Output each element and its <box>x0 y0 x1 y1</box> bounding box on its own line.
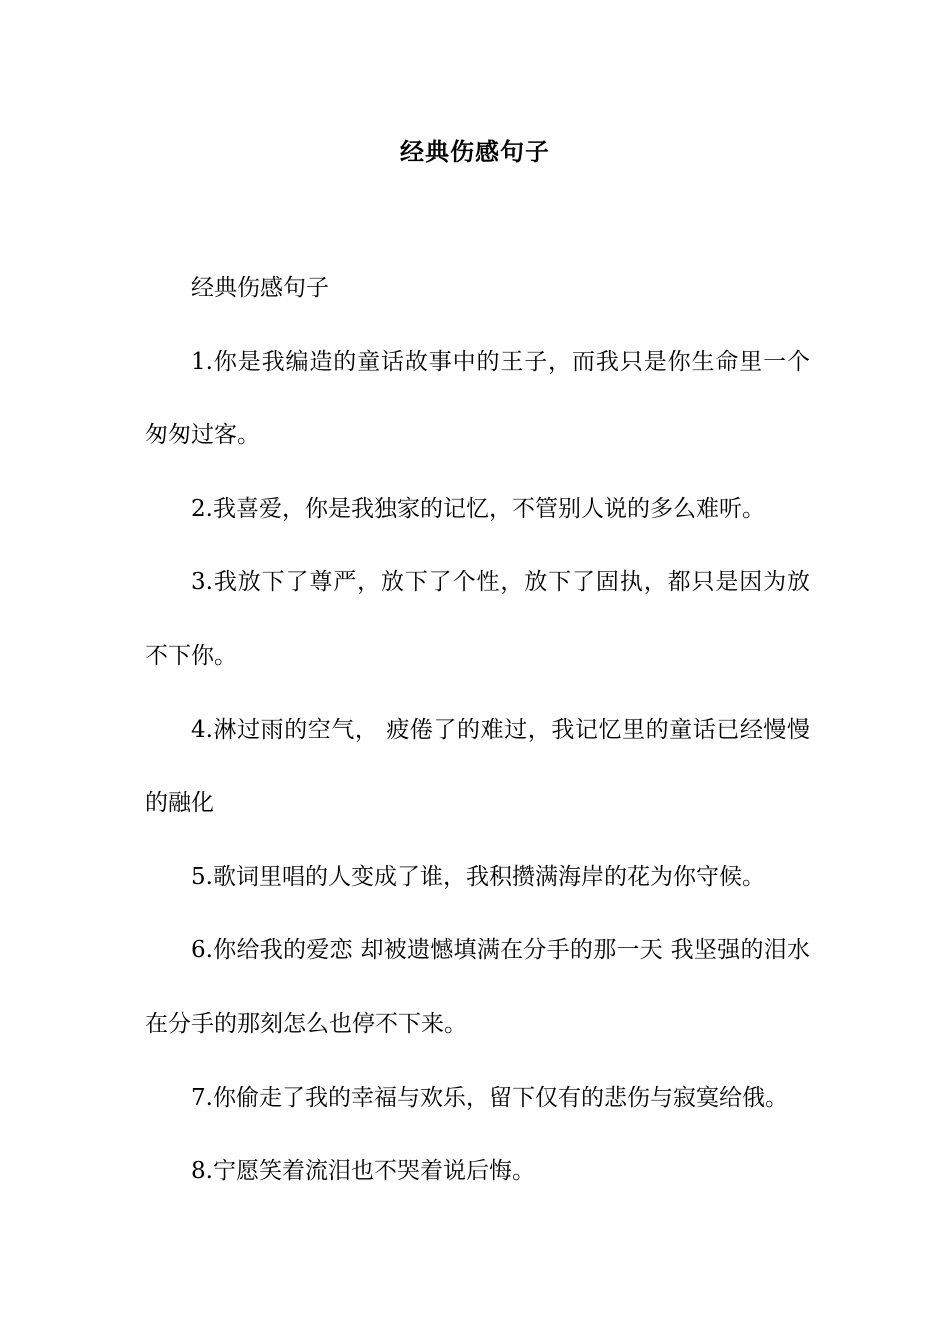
paragraph-item-3: 3.我放下了尊严，放下了个性，放下了固执，都只是因为放不下你。 <box>145 569 810 669</box>
paragraph-item-8: 8.宁愿笑着流泪也不哭着说后悔。 <box>191 1158 535 1185</box>
paragraph-item-6: 6.你给我的爱恋 却被遗憾填满在分手的那一天 我坚强的泪水 在分手的那刻怎么也停不下来。 <box>145 937 810 1037</box>
paragraph-item-5: 5.歌词里唱的人变成了谁，我积攒满海岸的花为你守候。 <box>191 863 765 890</box>
document-title: 经典伤感句子 <box>400 137 550 166</box>
paragraph-item-7: 7.你偷走了我的幸福与欢乐，留下仅有的悲伤与寂寞给俄。 <box>191 1084 788 1111</box>
paragraph-item-2: 2.我喜爱，你是我独家的记忆，不管别人说的多么难听。 <box>191 495 765 522</box>
document-body <box>145 252 810 1209</box>
paragraph-item-1: 1.你是我编造的童话故事中的王子，而我只是你生命里一个匆匆过客。 <box>145 348 810 449</box>
paragraph-heading: 经典伤感句子 <box>191 275 329 301</box>
paragraph-item-4: 4.淋过雨的空气， 疲倦了的难过，我记忆里的童话已经慢慢的融化 <box>145 716 810 817</box>
